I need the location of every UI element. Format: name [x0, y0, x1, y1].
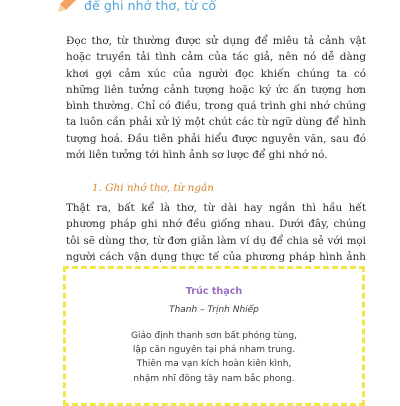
poem-lines	[66, 329, 362, 386]
paragraph-intro: Đọc thơ, từ thường được sử dụng để miêu tả cảnh vật hoặc truyền tải tình cảm của tác giả, nên nó dễ dàng khơi gợi cảm xúc của người đọc khiến chúng ta có những liên tưởng cảnh tượng hoặc ký ức ấn tượng hơn bình thường. Chỉ có điều, trong quá trình ghi nhớ chúng ta luôn cần phải xử lý một chút các từ ngữ dùng để hình tượng hoá. Đầu tiên phải hiểu được nguyên văn, sau đó mới liên tưởng tới hình ảnh sơ lược để ghi nhớ nó.	[66, 35, 366, 162]
header-title: để ghi nhớ thơ, từ cổ	[84, 0, 217, 13]
poem-line: Thiên ma vạn kích hoàn kiên kình,	[136, 359, 292, 370]
paragraph-method: Thật ra, bất kể là thơ, từ dài hay ngắn thì hầu hết phương pháp ghi nhớ đều giống nhau. Dưới đây, chúng tôi sẽ dùng thơ, từ đơn giản làm ví dụ để chia sẻ với mọi người cách vận dụng thực tế của phương pháp hình ảnh	[66, 202, 366, 263]
page-header	[58, 0, 378, 18]
poem-line: Giảo định thanh sơn bất phóng tùng,	[131, 331, 297, 341]
poem-title: Trúc thạch	[185, 286, 243, 297]
section-heading: 1. Ghi nhớ thơ, từ ngắn	[92, 182, 214, 194]
poem-box	[63, 266, 365, 406]
pencil-icon	[58, 0, 80, 12]
poem-author: Thanh – Trịnh Nhiếp	[169, 305, 259, 315]
poem-line: lập căn nguyên tại phá nham trung.	[132, 345, 296, 356]
poem-line: nhậm nhĩ đông tây nam bắc phong.	[133, 373, 295, 384]
